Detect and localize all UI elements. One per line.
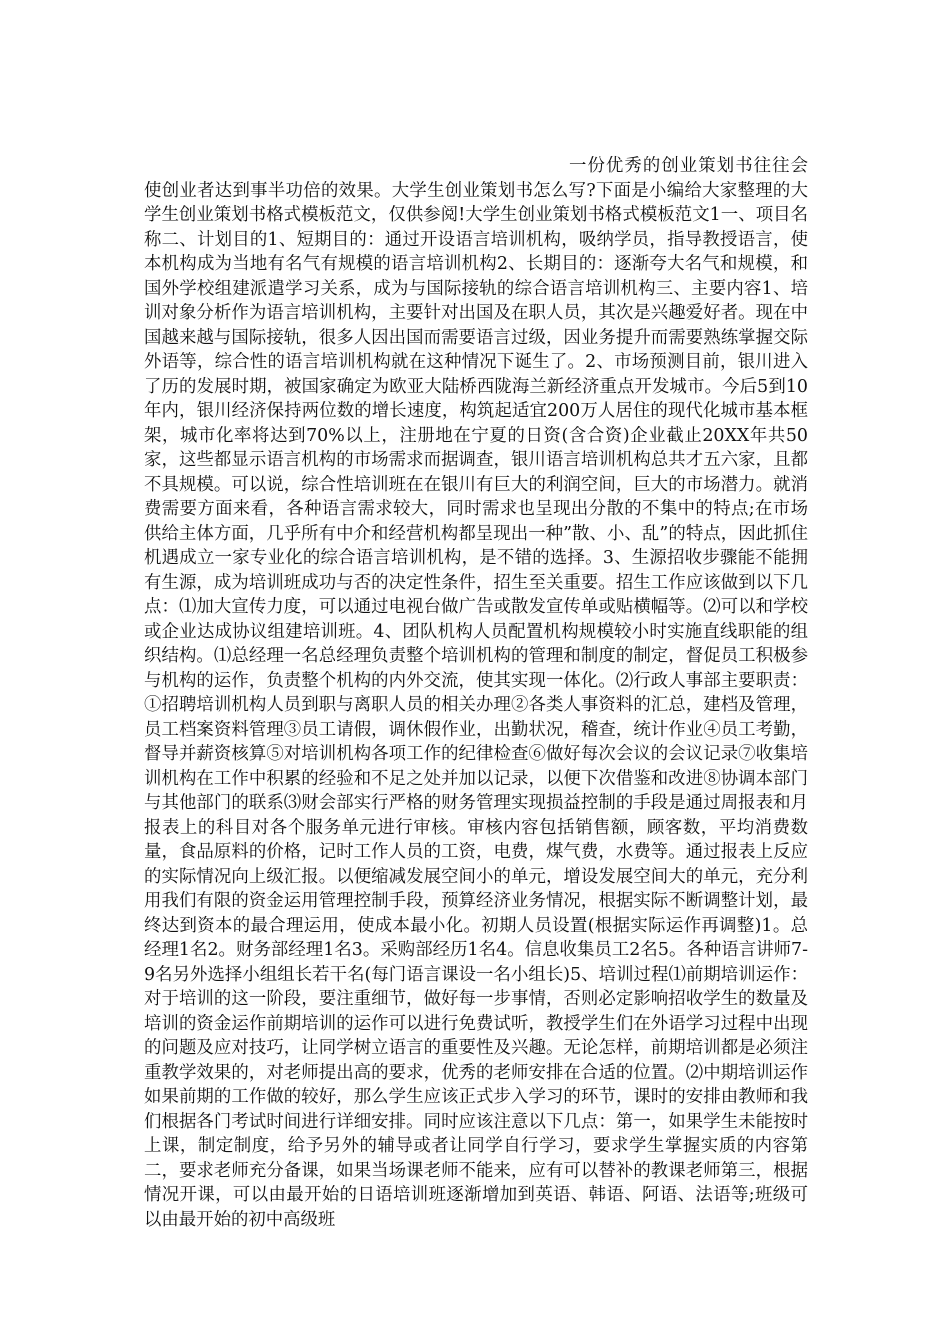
body-paragraph: 一份优秀的创业策划书往往会使创业者达到事半功倍的效果。大学生创业策划书怎么写?下面是小编给大家整理的大学生创业策划书格式模板范文，仅供参阅!大学生创业策划书格式模板范文1一、项目名称二、计划目的1、短期目的：通过开设语言培训机构，吸纳学员，指导教授语言，使本机构成为当地有名气有规模的语言培训机构2、长期目的：逐渐夸大名气和规模，和国外学校组建派遣学习关系，成为与国际接轨的综合语言培训机构三、主要内容1、培训对象分析作为语言培训机构，主要针对出国及在职人员，其次是兴趣爱好者。现在中国越来越与国际接轨，很多人因出国而需要语言过级，因业务提升而需要熟练掌握交际外语等，综合性的语言培训机构就在这种情况下诞生了。2、市场预测目前，银川进入了历的发展时期，被国家确定为欧亚大陆桥西陇海兰新经济重点开发城市。今后5到10年内，银川经济保持两位数的增长速度，构筑起适宜200万人居住的现代化城市基本框架，城市化率将达到70%以上，注册地在宁夏的日资(含合资)企业截止20XX年共50家，这些都显示语言机构的市场需求而据调查，银川语言培训机构总共才五六家，且都不具规模。可以说，综合性培训班在在银川有巨大的利润空间，巨大的市场潜力。就消费需要方面来看，各种语言需求较大，同时需求也呈现出分散的不集中的特点;在市场供给主体方面，几乎所有中介和经营机构都呈现出一种”散、小、乱”的特点，因此抓住机遇成立一家专业化的综合语言培训机构，是不错的选择。3、生源招收步骤能不能拥有生源，成为培训班成功与否的决定性条件，招生至关重要。招生工作应该做到以下几点：⑴加大宣传力度，可以通过电视台做广告或散发宣传单或贴横幅等。⑵可以和学校或企业达成协议组建培训班。4、团队机构人员配置机构规模较小时实施直线职能的组织结构。⑴总经理一名总经理负责整个培训机构的管理和制度的制定，督促员工积极参与机构的运作，负责整个机构的内外交流，使其实现一体化。⑵行政人事部主要职责：①招聘培训机构人员到职与离职人员的相关办理②各类人事资料的汇总，建档及管理，员工档案资料管理③员工请假，调休假作业，出勤状况，稽查，统计作业④员工考勤，督导并薪资核算⑤对培训机构各项工作的纪律检查⑥做好每次会议的会议记录⑦收集培训机构在工作中积累的经验和不足之处并加以记录，以便下次借鉴和改进⑧协调本部门与其他部门的联系⑶财会部实行严格的财务管理实现损益控制的手段是通过周报表和月报表上的科目对各个服务单元进行审核。审核内容包括销售额，顾客数，平均消费数量，食品原料的价格，记时工作人员的工资，电费，煤气费，水费等。通过报表上反应的实际情况向上级汇报。以便缩减发展空间小的单元，增设发展空间大的单元，充分利用我们有限的资金运用管理控制手段，预算经济业务情况，根据实际不断调整计划，最终达到资本的最合理运用，使成本最小化。初期人员设置(根据实际运作再调整)1。总经理1名2。财务部经理1名3。采购部经历1名4。信息收集员工2名5。各种语言讲师7-9名另外选择小组组长若干名(每门语言课设一名小组长)5、培训过程⑴前期培训运作：对于培训的这一阶段，要注重细节，做好每一步事情，否则必定影响招收学生的数量及培训的资金运作前期培训的运作可以进行免费试听，教授学生们在外语学习过程中出现的问题及应对技巧，让同学树立语言的重要性及兴趣。无论怎样，前期培训都是必须注重教学效果的，对老师提出高的要求，优秀的老师安排在合适的位置。⑵中期培训运作如果前期的工作做的较好，那么学生应该正式步入学习的环节，课时的安排由教师和我们根据各门考试时间进行详细安排。同时应该注意以下几点：第一，如果学生未能按时上课，制定制度，给予另外的辅导或者让同学自行学习，要求学生掌握实质的内容第二，要求老师充分备课，如果当场课老师不能来，应有可以替补的教课老师第三，根据情况开课，可以由最开始的日语培训班逐渐增加到英语、韩语、阿语、法语等;班级可以由最开始的初中高级班: [144, 156, 808, 1230]
